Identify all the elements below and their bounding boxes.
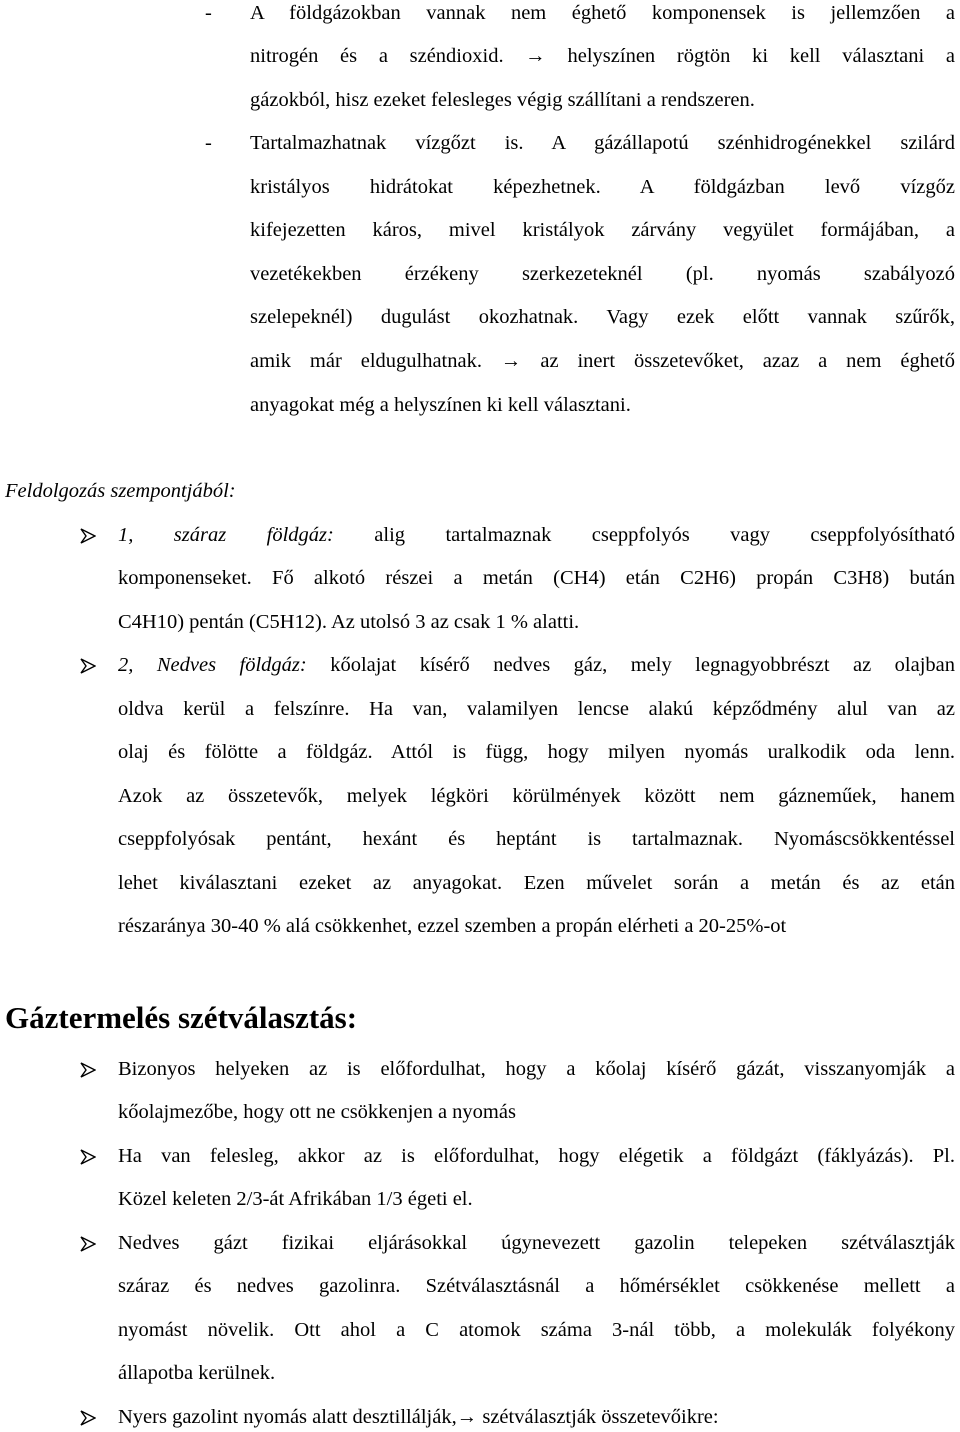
list-item-line: Bizonyos helyeken az is előfordulhat, hogy a kőolaj kísérő gázát, visszanyomják a bbox=[118, 1058, 955, 1080]
bullet-line: gázokból, hisz ezeket felesleges végig szállítani a rendszeren. bbox=[250, 89, 755, 111]
bullet-line: A földgázokban vannak nem éghető komponensek is jellemzően a bbox=[250, 2, 955, 24]
bullet-line: amik már eldugulhatnak. → az inert összetevőket, azaz a nem éghető bbox=[250, 350, 955, 372]
list-item-line: részaránya 30-40 % alá csökkenhet, ezzel szemben a propán elérheti a 20-25%-ot bbox=[118, 915, 787, 937]
arrowhead-bullet-icon bbox=[80, 1062, 96, 1078]
arrowhead-bullet-icon bbox=[80, 528, 96, 544]
arrowhead-bullet-icon bbox=[80, 1236, 96, 1252]
list-item-line: Nedves gázt fizikai eljárásokkal úgynevezett gazolin telepeken szétválasztják bbox=[118, 1232, 955, 1254]
line-text: kőolajat kísérő nedves gáz, mely legnagyobbrészt az olajban bbox=[306, 654, 955, 676]
list-item-line: Ha van felesleg, akkor az is előfordulhat, hogy elégetik a földgázt (fáklyázás). Pl. bbox=[118, 1145, 955, 1167]
section-label: Feldolgozás szempontjából: bbox=[5, 480, 236, 502]
bullet-line: anyagokat még a helyszínen ki kell választani. bbox=[250, 394, 631, 416]
list-item-line: állapotba kerülnek. bbox=[118, 1362, 276, 1384]
list-item-line: oldva kerül a felszínre. Ha van, valamilyen lencse alakú képződmény alul van az bbox=[118, 698, 955, 720]
list-item-line: olaj és fölötte a földgáz. Attól is függ, hogy milyen nyomás uralkodik oda lenn. bbox=[118, 741, 955, 763]
bullet-line: Tartalmazhatnak vízgőzt is. A gázállapotú szénhidrogénekkel szilárd bbox=[250, 132, 955, 154]
italic-lead: 2, Nedves földgáz: bbox=[118, 654, 307, 676]
dash-bullet: - bbox=[205, 132, 212, 154]
list-item-line: kőolajmezőbe, hogy ott ne csökkenjen a nyomás bbox=[118, 1101, 516, 1123]
arrowhead-bullet-icon bbox=[80, 1410, 96, 1426]
bullet-line: nitrogén és a széndioxid. → helyszínen rögtön ki kell választani a bbox=[250, 45, 955, 67]
arrowhead-bullet-icon bbox=[80, 658, 96, 674]
list-item-line: lehet kiválasztani ezeket az anyagokat. Ezen művelet során a metán és az etán bbox=[118, 872, 955, 894]
bullet-line: szelepeknél) dugulást okozhatnak. Vagy ezek előtt vannak szűrők, bbox=[250, 306, 955, 328]
list-item-line: komponenseket. Fő alkotó részei a metán (CH4) etán C2H6) propán C3H8) bután bbox=[118, 567, 955, 589]
section-heading: Gáztermelés szétválasztás: bbox=[5, 1000, 358, 1035]
list-item-line: Azok az összetevők, melyek légköri körülmények között nem gázneműek, hanem bbox=[118, 785, 955, 807]
bullet-line: vezetékekben érzékeny szerkezeteknél (pl. nyomás szabályozó bbox=[250, 263, 955, 285]
list-item-first-line bbox=[118, 525, 955, 546]
list-item-line: C4H10) pentán (C5H12). Az utolsó 3 az csak 1 % alatti. bbox=[118, 611, 580, 633]
list-item-line: Közel keleten 2/3-át Afrikában 1/3 égeti el. bbox=[118, 1188, 473, 1210]
bullet-line: kristályos hidrátokat képezhetnek. A földgázban levő vízgőz bbox=[250, 176, 955, 198]
list-item-line: nyomást növelik. Ott ahol a C atomok száma 3-nál több, a molekulák folyékony bbox=[118, 1319, 955, 1341]
arrowhead-bullet-icon bbox=[80, 1149, 96, 1165]
list-item-line: száraz és nedves gazolinra. Szétválasztásnál a hőmérséklet csökkenése mellett a bbox=[118, 1275, 955, 1297]
list-item-first-line bbox=[118, 655, 955, 676]
line-text: alig tartalmaznak cseppfolyós vagy cseppfolyósítható bbox=[333, 524, 956, 546]
dash-bullet: - bbox=[205, 2, 212, 24]
italic-lead: 1, száraz földgáz: bbox=[118, 524, 334, 546]
list-item-line: cseppfolyósak pentánt, hexánt és heptánt is tartalmaznak. Nyomáscsökkentéssel bbox=[118, 828, 955, 850]
bullet-line: kifejezetten káros, mivel kristályok zárvány vegyület formájában, a bbox=[250, 219, 955, 241]
list-item-line: Nyers gazolint nyomás alatt desztillálják,→ szétválasztják összetevőikre: bbox=[118, 1406, 719, 1428]
